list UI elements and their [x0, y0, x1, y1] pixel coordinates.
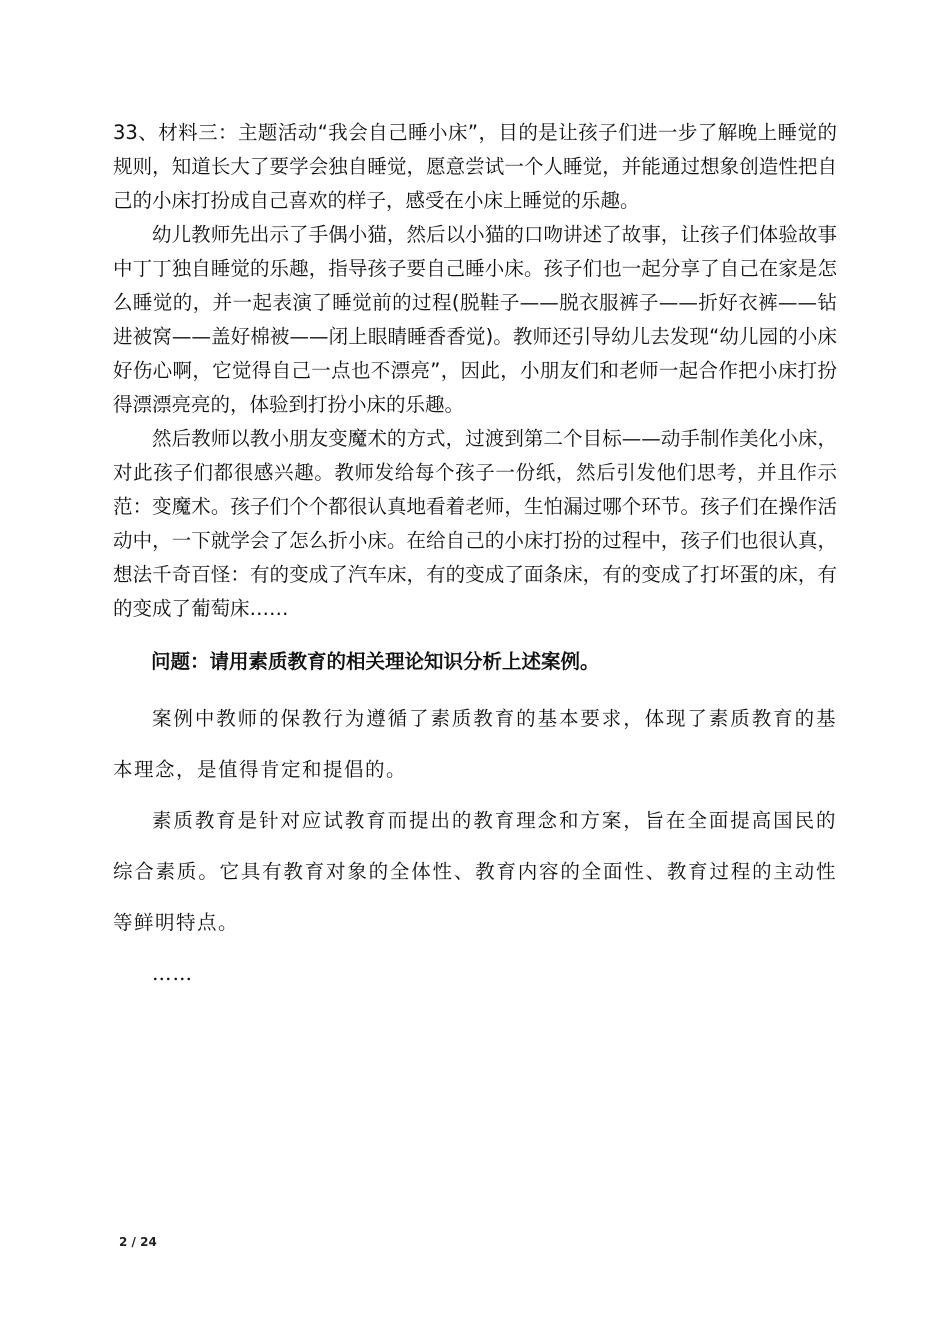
answer-ellipsis: …… — [152, 962, 193, 985]
material-paragraph-magic: 然后教师以教小朋友变魔术的方式，过渡到第二个目标——动手制作美化小床，对此孩子们都很感兴趣。教师发给每个孩子一份纸，然后引发他们思考，并且作示范：变魔术。孩子们个个都很认真地看着老师，生怕漏过哪个环节。孩子们在操作活动中，一下就学会了怎么折小床。在给自己的小床打扮的过程中，孩子们也很认真，想法千奇百怪：有的变成了汽车床，有的变成了面条床，有的变成了打坏蛋的床，有的变成了葡萄床…… — [113, 427, 837, 620]
material-paragraph-intro: 33、材料三：主题活动“我会自己睡小床”，目的是让孩子们进一步了解晚上睡觉的规则，知道长大了要学会独自睡觉，愿意尝试一个人睡觉，并能通过想象创造性把自己的小床打扮成自己喜欢的样子，感受在小床上睡觉的乐趣。 — [113, 121, 837, 212]
page-number: 2 / 24 — [119, 1235, 157, 1249]
case-material — [113, 116, 837, 626]
material-paragraph-story: 幼儿教师先出示了手偶小猫，然后以小猫的口吻讲述了故事，让孩子们体验故事中丁丁独自睡觉的乐趣，指导孩子要自己睡小床。孩子们也一起分享了自己在家是怎么睡觉的，并一起表演了睡觉前的过程(脱鞋子——脱衣服裤子——折好衣裤——钻进被窝——盖好棉被——闭上眼睛睡香香觉)。教师还引导幼儿去发现“幼儿园的小床好伤心啊，它觉得自己一点也不漂亮”，因此，小朋友们和老师一起合作把小床打扮得漂漂亮亮的，体验到打扮小床的乐趣。 — [113, 223, 837, 416]
answer-section — [113, 693, 837, 999]
answer-paragraph-evaluation: 案例中教师的保教行为遵循了素质教育的基本要求，体现了素质教育的基本理念，是值得肯定和提倡的。 — [113, 707, 837, 781]
question-heading: 问题：请用素质教育的相关理论知识分析上述案例。 — [151, 650, 600, 673]
answer-paragraph-theory: 素质教育是针对应试教育而提出的教育理念和方案，旨在全面提高国民的综合素质。它具有教育对象的全体性、教育内容的全面性、教育过程的主动性等鲜明特点。 — [113, 809, 837, 934]
